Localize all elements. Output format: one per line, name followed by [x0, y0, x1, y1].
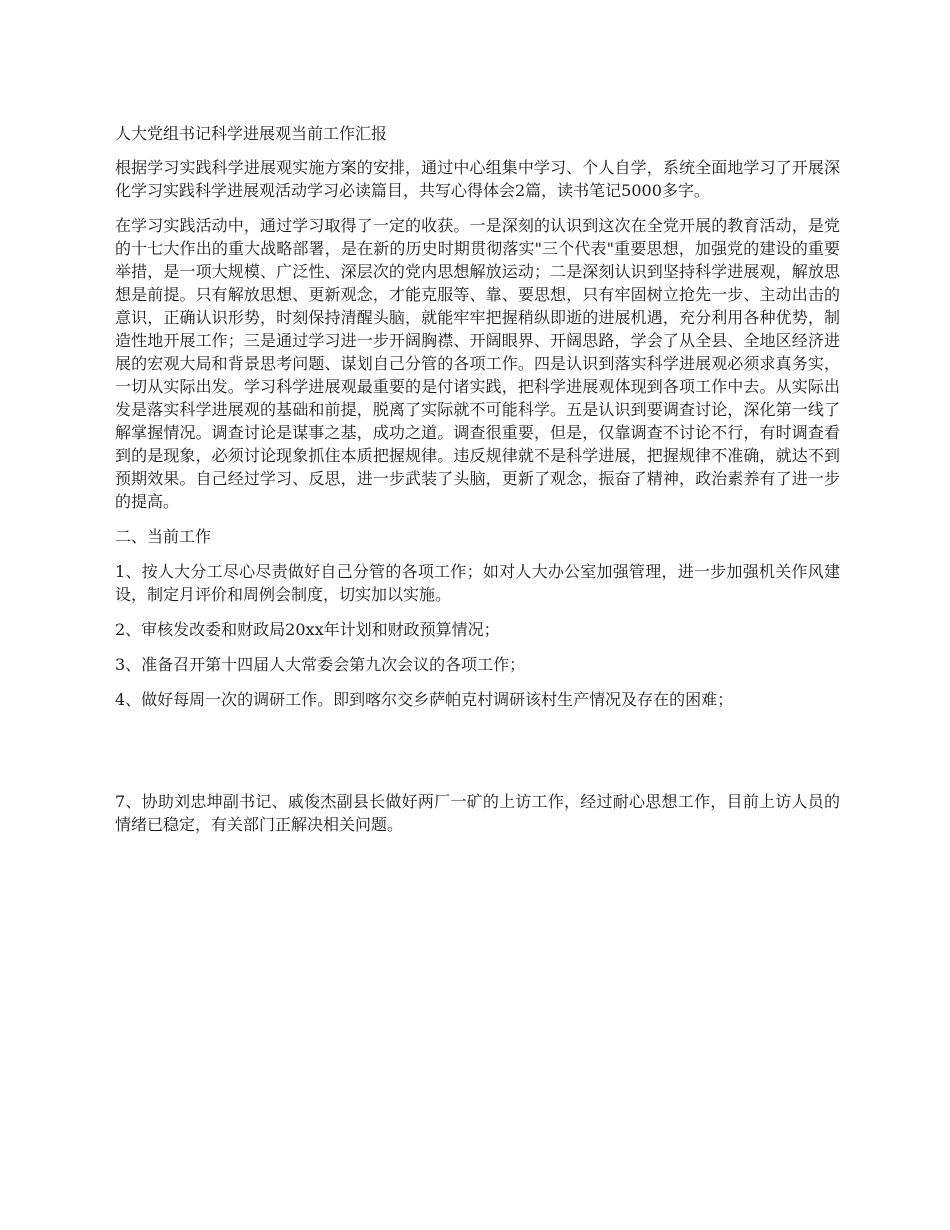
document-body	[115, 122, 840, 848]
list-item: 1、按人大分工尽心尽责做好自己分管的各项工作；如对人大办公室加强管理，进一步加强机关作风建设，制定月评价和周例会制度，切实加以实施。	[115, 562, 840, 604]
blank-gap	[115, 723, 840, 790]
list-item: 3、准备召开第十四届人大常委会第九次会议的各项工作；	[115, 655, 526, 674]
paragraph-learning: 在学习实践活动中，通过学习取得了一定的收获。一是深刻的认识到这次在全党开展的教育活动，是党的十七大作出的重大战略部署，是在新的历史时期贯彻落实"三个代表"重要思想，加强党的建设的重要举措，是一项大规模、广泛性、深层次的党内思想解放运动；二是深刻认识到坚持科学进展观，解放思想是前提。只有解放思想、更新观念，才能克服等、靠、要思想，只有牢固树立抢先一步、主动出击的意识，正确认识形势，时刻保持清醒头脑，就能牢牢把握稍纵即逝的进展机遇，充分利用各种优势，制造性地开展工作；三是通过学习进一步开阔胸襟、开阔眼界、开阔思路，学会了从全县、全地区经济进展的宏观大局和背景思考问题、谋划自己分管的各项工作。四是认识到落实科学进展观必须求真务实，一切从实际出发。学习科学进展观最重要的是付诸实践，把科学进展观体现到各项工作中去。从实际出发是落实科学进展观的基础和前提，脱离了实际就不可能科学。五是认识到要调查讨论，深化第一线了解掌握情况。调查讨论是谋事之基，成功之道。调查很重要，但是，仅靠调查不讨论不行，有时调查看到的是现象，必须讨论现象抓住本质把握规律。违反规律就不是科学进展，把握规律不准确，就达不到预期效果。自己经过学习、反思，进一步武装了头脑，更新了观念，振奋了精神，政治素养有了进一步的提高。	[115, 216, 840, 511]
list-item: 2、审核发改委和财政局20xx年计划和财政预算情况；	[115, 620, 500, 639]
paragraph-intro: 根据学习实践科学进展观实施方案的安排，通过中心组集中学习、个人自学，系统全面地学习了开展深化学习实践科学进展观活动学习必读篇目，共写心得体会2篇，读书笔记5000多字。	[115, 158, 840, 200]
list-item: 4、做好每周一次的调研工作。即到喀尔交乡萨帕克村调研该村生产情况及存在的困难；	[115, 690, 734, 709]
document-title: 人大党组书记科学进展观当前工作汇报	[115, 124, 388, 143]
list-item: 7、协助刘忠坤副书记、戚俊杰副县长做好两厂一矿的上访工作，经过耐心思想工作，目前上访人员的情绪已稳定，有关部门正解决相关问题。	[115, 792, 840, 834]
section-heading-current-work: 二、当前工作	[115, 527, 212, 546]
